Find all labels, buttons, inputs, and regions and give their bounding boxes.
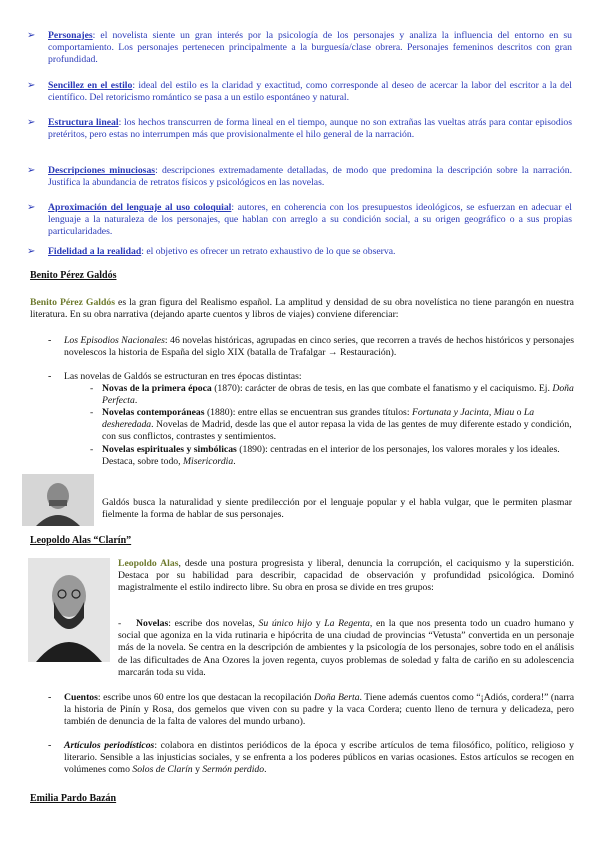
galdos-episodios: Los Episodios Nacionales: 46 novelas históricas, agrupadas en cinco series, que recorren a través de hechos históricos y personajes novelescos la historia de España del siglo XIX (batalla de Trafalgar → Restauración).: [64, 335, 574, 359]
arrow-bullet-icon: ➢: [27, 165, 36, 176]
clarin-novelas: - Novelas: escribe dos novelas, Su único hijo y La Regenta, en la que nos presenta todo un cuadro humano y social que agoniza en la vida rutinaria e hipócrita de una ciudad de provincias “Vetusta” convertida en un personaje más de la novela. Se centra en la descripción de ambientes y la psicología de los personajes, sobre todo en el análisis de las dificultades de Ana Ozores la joven regenta, cuyos problemas de soledad y falta de cariño en su adolescencia marcarán toda su vida.: [118, 618, 574, 678]
dash-bullet: -: [48, 740, 52, 751]
clarin-articulos: Artículos periodísticos: colabora en distintos periódicos de la época y escribe artículos de tema filosófico, político, religioso y literario. Sensible a las injusticias sociales, y se enfrenta a los poderes públicos en varias ocasiones. Estos artículos se recogen en volúmenes como Solos de Clarín y Sermón perdido.: [64, 740, 574, 776]
dash-bullet: -: [48, 692, 52, 703]
dash-bullet: -: [48, 335, 52, 346]
galdos-style: Galdós busca la naturalidad y siente predilección por el lenguaje popular y el habla vulgar, que le permiten plasmar fielmente la forma de hablar de sus personajes.: [102, 497, 572, 521]
galdos-epoca-3: - Novelas espirituales y simbólicas (1890): centradas en el interior de los personajes, los valores morales y los ideales. Destaca, sobre todo, Misericordia.: [90, 444, 560, 468]
arrow-bullet-icon: ➢: [27, 202, 36, 213]
feature-estructura: ➢ Estructura lineal: los hechos transcurren de forma lineal en el tiempo, aunque no son extrañas las vueltas atrás para contar episodios pretéritos, pero estas no interrumpen más que provisionalmente el hilo general de la narración.: [27, 117, 573, 141]
heading-clarin: Leopoldo Alas “Clarín”: [30, 535, 132, 546]
arrow-bullet-icon: ➢: [27, 30, 36, 41]
galdos-epoca-2: - Novelas contemporáneas (1880): entre ellas se encuentran sus grandes títulos: Fortunata y Jacinta, Miau o La desheredada. Novelas de Madrid, desde las que el autor repasa la vida de las gentes de muy diferente estado y condición, con sus conflictos, contrastes y sentimientos.: [90, 407, 572, 443]
feature-descripciones: ➢ Descripciones minuciosas: descripciones extremadamente detalladas, de modo que predomina la descripción sobre la narración. Justifica la abundancia de retratos físicos y psicológicos en las novelas.: [27, 165, 572, 189]
dash-bullet: -: [48, 371, 52, 382]
feature-sencillez: ➢ Sencillez en el estilo: ideal del estilo es la claridad y exactitud, como corresponde al deseo de acercar la labor del escritor a la del científico. Del retoricismo romántico se pasa a un estilo espontáneo y natural.: [27, 80, 572, 104]
feature-fidelidad: ➢ Fidelidad a la realidad: el objetivo es ofrecer un retrato exhaustivo de lo que se observa.: [27, 246, 396, 257]
galdos-intro: Benito Pérez Galdós es la gran figura del Realismo español. La amplitud y densidad de su obra novelística no tiene parangón en nuestra literatura. En su obra narrativa (dejando aparte cuentos y libros de viajes) conviene diferenciar:: [30, 297, 574, 321]
clarin-portrait-image: [28, 558, 110, 662]
galdos-epocas-intro: Las novelas de Galdós se estructuran en tres épocas distintas:: [64, 371, 302, 382]
arrow-bullet-icon: ➢: [27, 80, 36, 91]
galdos-portrait: [22, 474, 94, 526]
clarin-cuentos: Cuentos: escribe unos 60 entre los que destacan la recopilación Doña Berta. Tiene además cuentos como “¡Adiós, cordera!” (narra la historia de Pinín y Rosa, dos gemelos que viven con su padre y la vaca Cordera; cuento lleno de ternura y delicadeza, pero también de denuncia de la falta de valores del mundo urbano).: [64, 692, 574, 728]
galdos-epoca-1: - Novas de la primera época (1870): carácter de obras de tesis, en las que combate el fanatismo y el caciquismo. Ej. Doña Perfecta.: [90, 383, 574, 407]
arrow-bullet-icon: ➢: [27, 117, 36, 128]
feature-personajes: ➢ Personajes: el novelista siente un gran interés por la psicología de los personajes y analiza la influencia del entorno en su comportamiento. Los personajes pertenecen principalmente a la burguesía/clase obrera. Personajes femeninos descritos con gran profundidad.: [27, 30, 572, 66]
heading-galdos: Benito Pérez Galdós: [30, 270, 117, 281]
arrow-bullet-icon: ➢: [27, 246, 36, 257]
clarin-intro: Leopoldo Alas, desde una postura progresista y liberal, denuncia la corrupción, el caciquismo y la superstición. Destaca por su habilidad para describir, capacidad de observación y profundidad psicológica. Dominó magistralmente el estilo indirecto libre. Su obra en prosa se divide en tres grupos:: [118, 558, 574, 594]
heading-pardo-bazan: Emilia Pardo Bazán: [30, 793, 117, 804]
feature-lenguaje: ➢ Aproximación del lenguaje al uso coloquial: autores, en coherencia con los presupuestos ideológicos, se esfuerzan en adecuar el lenguaje a la naturaleza de los personajes, que hablan con arreglo a su condición social, a su origen geográfico o a sus propias particularidades.: [27, 202, 572, 238]
clarin-portrait: [28, 558, 110, 662]
galdos-portrait-image: [22, 474, 94, 526]
